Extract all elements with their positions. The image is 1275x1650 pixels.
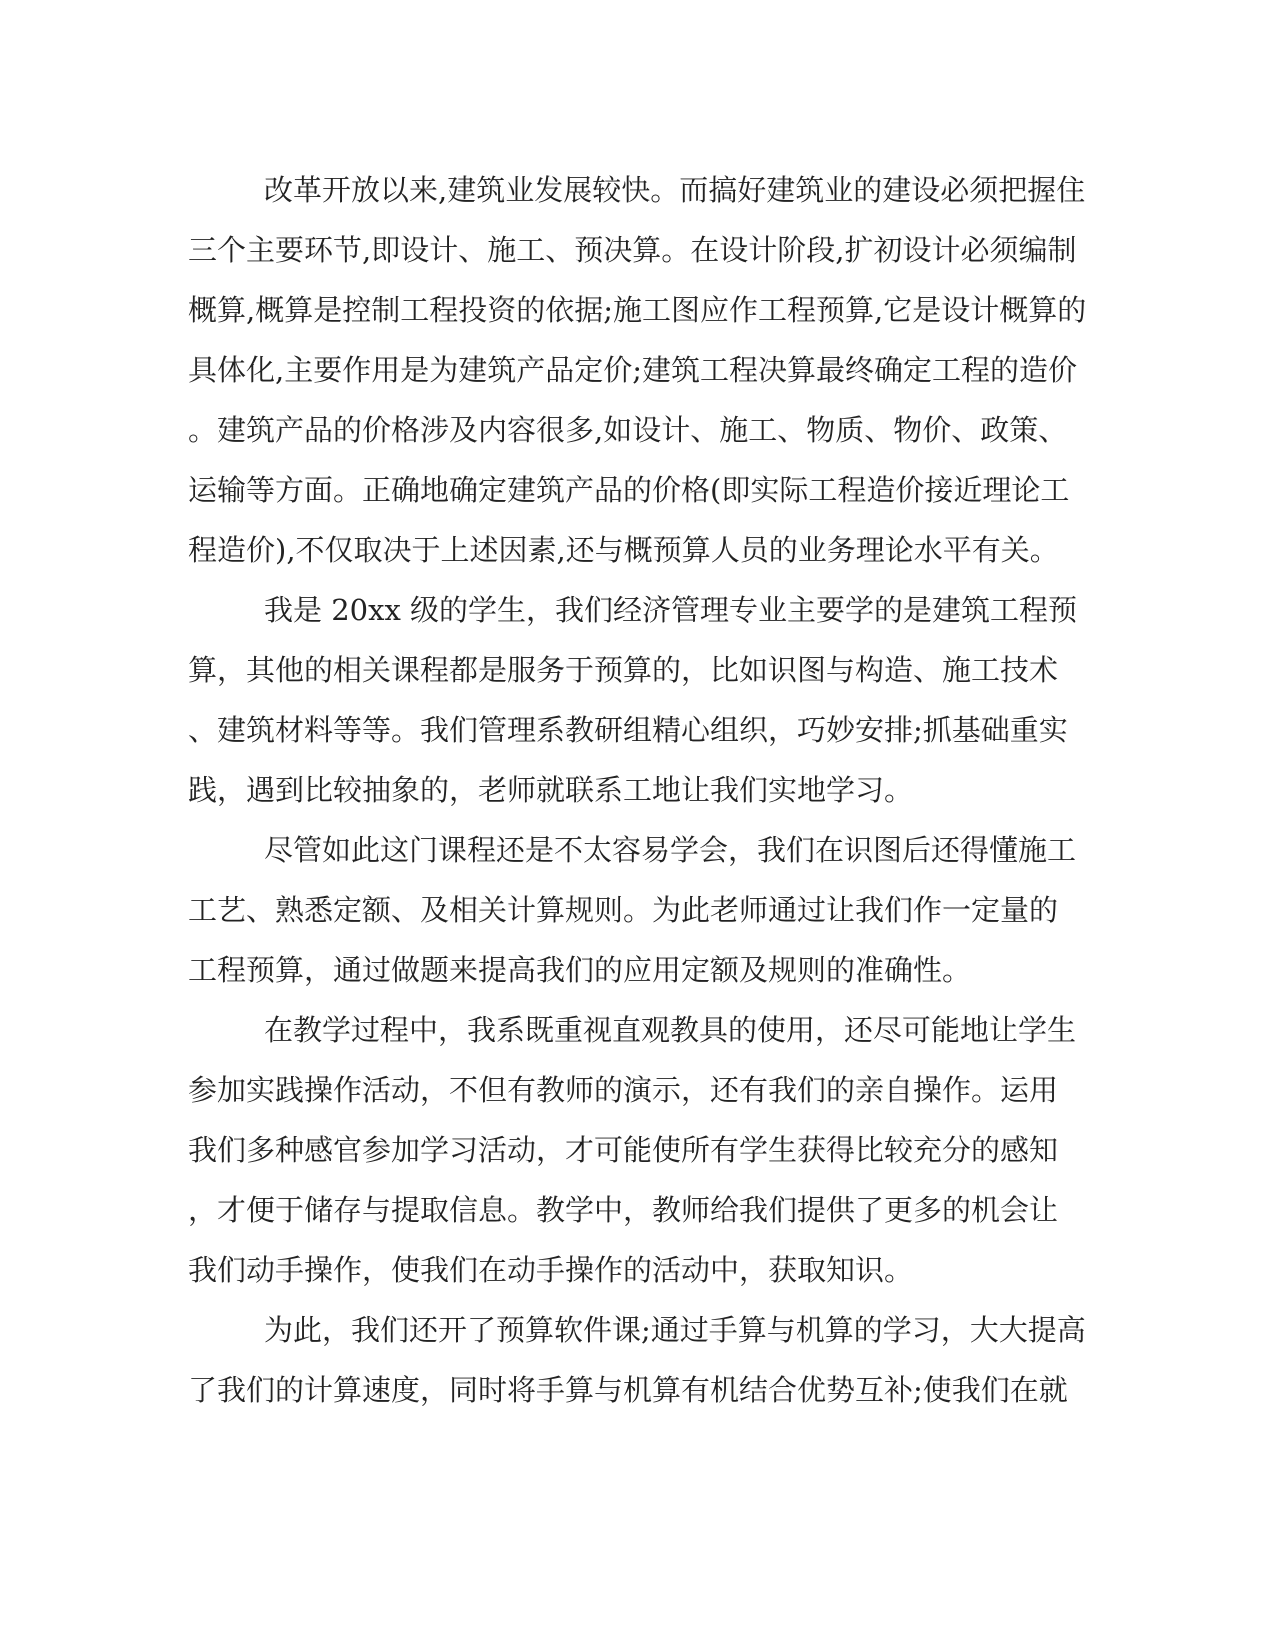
paragraph-line: 。建筑产品的价格涉及内容很多,如设计、施工、物质、物价、政策、 [188,413,1068,447]
paragraph-line: 为此，我们还开了预算软件课;通过手算与机算的学习，大大提高 [264,1313,1086,1347]
paragraph-line: 概算,概算是控制工程投资的依据;施工图应作工程预算,它是设计概算的 [188,293,1087,327]
paragraph-line: ，才便于储存与提取信息。教学中，教师给我们提供了更多的机会让 [188,1193,1059,1227]
paragraph-line: 工程预算，通过做题来提高我们的应用定额及规则的准确性。 [188,953,972,987]
paragraph-line: 我们动手操作，使我们在动手操作的活动中，获取知识。 [188,1253,914,1287]
paragraph-line: 践，遇到比较抽象的，老师就联系工地让我们实地学习。 [188,773,914,807]
paragraph-line: 我是 20xx 级的学生，我们经济管理专业主要学的是建筑工程预 [264,593,1078,627]
paragraph-3 [188,820,1088,1000]
paragraph-line: 运输等方面。正确地确定建筑产品的价格(即实际工程造价接近理论工 [188,473,1070,507]
paragraph-line: 我们多种感官参加学习活动，才可能使所有学生获得比较充分的感知 [188,1133,1059,1167]
paragraph-line: 具体化,主要作用是为建筑产品定价;建筑工程决算最终确定工程的造价 [188,353,1077,387]
paragraph-4 [188,1000,1088,1300]
paragraph-line: 工艺、熟悉定额、及相关计算规则。为此老师通过让我们作一定量的 [188,893,1059,927]
paragraph-2 [188,580,1088,820]
paragraph-line: 尽管如此这门课程还是不太容易学会，我们在识图后还得懂施工 [264,833,1077,867]
paragraph-line: 程造价),不仅取决于上述因素,还与概预算人员的业务理论水平有关。 [188,533,1059,567]
paragraph-line: 参加实践操作活动，不但有教师的演示，还有我们的亲自操作。运用 [188,1073,1059,1107]
paragraph-line: 、建筑材料等等。我们管理系教研组精心组织，巧妙安排;抓基础重实 [188,713,1068,747]
paragraph-1 [188,160,1088,580]
paragraph-line: 改革开放以来,建筑业发展较快。而搞好建筑业的建设必须把握住 [264,173,1086,207]
document-body [188,160,1088,1420]
paragraph-line: 在教学过程中，我系既重视直观教具的使用，还尽可能地让学生 [264,1013,1077,1047]
paragraph-5 [188,1300,1088,1420]
paragraph-line: 了我们的计算速度，同时将手算与机算有机结合优势互补;使我们在就 [188,1373,1068,1407]
paragraph-line: 三个主要环节,即设计、施工、预决算。在设计阶段,扩初设计必须编制 [188,233,1077,267]
paragraph-line: 算，其他的相关课程都是服务于预算的，比如识图与构造、施工技术 [188,653,1059,687]
